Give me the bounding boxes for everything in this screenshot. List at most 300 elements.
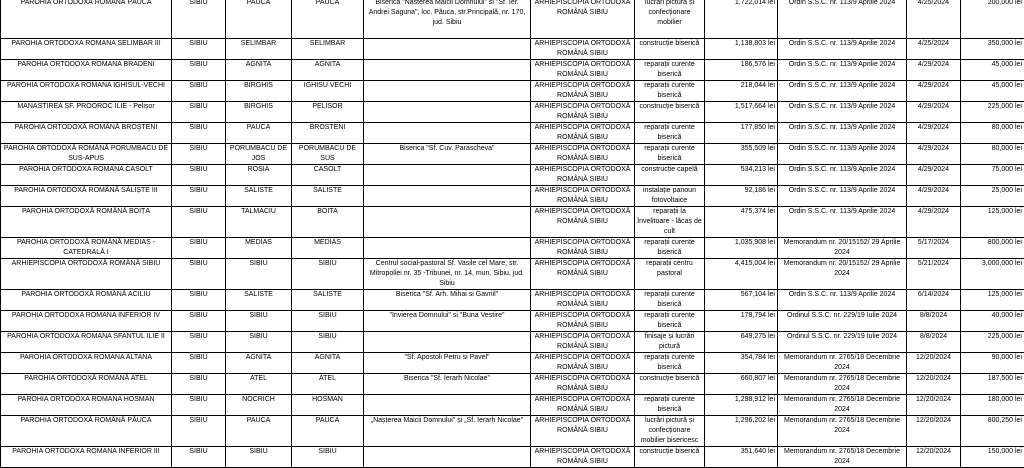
cell-text: 4/29/2024 bbox=[909, 186, 958, 196]
table-row bbox=[1, 332, 1024, 353]
beneficiary-cell bbox=[1, 259, 172, 290]
cell-text: 6/14/2024 bbox=[909, 290, 958, 300]
cell-text: instalație panouri fotovoltaice bbox=[637, 186, 702, 206]
works-cell bbox=[635, 81, 705, 102]
cell-text: reparații curente biserică bbox=[637, 123, 702, 143]
beneficiary-cell bbox=[1, 207, 172, 238]
village-cell bbox=[292, 395, 364, 416]
county-cell bbox=[172, 290, 226, 311]
cell-text: CASOLT bbox=[294, 165, 361, 175]
cell-text: SALISTE bbox=[294, 186, 361, 196]
cell-text: 351,640 lei bbox=[707, 447, 775, 457]
table-row bbox=[1, 207, 1024, 238]
cell-text: PAROHIA ORTODOXA ROMANA IGHISUL-VECHI bbox=[3, 81, 169, 91]
works-cell bbox=[635, 207, 705, 238]
cell-text: PAROHIA ORTODOXA ROMANA INFERIOR III bbox=[3, 447, 169, 457]
cell-text: ARHIEPISCOPIA ORTODOXĂ ROMÂNĂ SIBIU bbox=[533, 186, 632, 206]
table-row bbox=[1, 416, 1024, 447]
cell-text: PORUMBACU DE SUS bbox=[294, 144, 361, 164]
works-cell bbox=[635, 416, 705, 447]
cell-text: 4/25/2024 bbox=[909, 39, 958, 49]
cell-text: 1,035,908 lei bbox=[707, 238, 775, 248]
archdiocese-cell bbox=[531, 311, 635, 332]
cell-text: SIBIU bbox=[174, 311, 223, 321]
amount-cell bbox=[961, 39, 1024, 60]
cell-text: ARHIEPISCOPIA ORTODOXĂ ROMÂNĂ SIBIU bbox=[533, 238, 632, 258]
cell-text: Memorandum nr. 2765/18 Decembrie 2024 bbox=[780, 416, 904, 436]
table-row bbox=[1, 0, 1024, 39]
beneficiary-cell bbox=[1, 447, 172, 468]
archdiocese-cell bbox=[531, 447, 635, 468]
cell-text: PAROHIA ORTODOXA ROMANA SFANTUL ILIE II bbox=[3, 332, 169, 342]
cell-text: Biserica "Sf. Ierarh Nicolae" bbox=[366, 374, 528, 384]
church-name-cell bbox=[364, 311, 531, 332]
county-cell bbox=[172, 332, 226, 353]
locality-cell bbox=[226, 238, 292, 259]
county-cell bbox=[172, 144, 226, 165]
date-cell bbox=[907, 102, 961, 123]
table-row bbox=[1, 123, 1024, 144]
cell-text: PAROHIA ORTODOXA ROMANA INFERIOR IV bbox=[3, 311, 169, 321]
village-cell bbox=[292, 123, 364, 144]
cell-text: Ordin S.S.C. nr. 113/9 Aprilie 2024 bbox=[780, 102, 904, 112]
works-cell bbox=[635, 447, 705, 468]
works-cell bbox=[635, 0, 705, 39]
cell-text: 1,138,803 lei bbox=[707, 39, 775, 49]
legal-act-cell bbox=[778, 39, 907, 60]
total-value-cell bbox=[705, 311, 778, 332]
cell-text: Ordin S.S.C. nr. 113/9 Aprilie 2024 bbox=[780, 123, 904, 133]
village-cell bbox=[292, 186, 364, 207]
cell-text: 4/29/2024 bbox=[909, 60, 958, 70]
cell-text: BIRGHIS bbox=[228, 81, 289, 91]
table-row bbox=[1, 374, 1024, 395]
date-cell bbox=[907, 311, 961, 332]
cell-text: 649,275 lei bbox=[707, 332, 775, 342]
village-cell bbox=[292, 165, 364, 186]
amount-cell bbox=[961, 238, 1024, 259]
church-name-cell bbox=[364, 186, 531, 207]
cell-text: ARHIEPISCOPIA ORTODOXĂ ROMÂNĂ SIBIU bbox=[533, 395, 632, 415]
cell-text: Biserica "Sf. Cuv. Parascheva" bbox=[366, 144, 528, 154]
church-name-cell bbox=[364, 39, 531, 60]
village-cell bbox=[292, 311, 364, 332]
amount-cell bbox=[961, 259, 1024, 290]
cell-text: SIBIU bbox=[174, 207, 223, 217]
works-cell bbox=[635, 332, 705, 353]
cell-text: Ordin S.S.C. nr. 113/9 Aprilie 2024 bbox=[780, 207, 904, 217]
cell-text: SIBIU bbox=[228, 259, 289, 269]
archdiocese-cell bbox=[531, 374, 635, 395]
cell-text: BROSTENI bbox=[294, 123, 361, 133]
cell-text: 4,415,004 lei bbox=[707, 259, 775, 269]
amount-cell bbox=[961, 81, 1024, 102]
cell-text: BIRGHIS bbox=[228, 102, 289, 112]
cell-text: PAROHIA ORTODOXĂ ROMÂNĂ ACILIU bbox=[3, 290, 169, 300]
date-cell bbox=[907, 447, 961, 468]
cell-text: PAUCA bbox=[294, 0, 361, 8]
cell-text: 12/20/2024 bbox=[909, 374, 958, 384]
beneficiary-cell bbox=[1, 395, 172, 416]
cell-text: 8/8/2024 bbox=[909, 332, 958, 342]
county-cell bbox=[172, 123, 226, 144]
table-row bbox=[1, 447, 1024, 468]
archdiocese-cell bbox=[531, 290, 635, 311]
archdiocese-cell bbox=[531, 238, 635, 259]
cell-text: HOSMAN bbox=[294, 395, 361, 405]
table-row bbox=[1, 353, 1024, 374]
church-name-cell bbox=[364, 123, 531, 144]
cell-text: 75,000 lei bbox=[963, 165, 1022, 175]
amount-cell bbox=[961, 353, 1024, 374]
village-cell bbox=[292, 60, 364, 81]
legal-act-cell bbox=[778, 290, 907, 311]
cell-text: Ordin S.S.C. nr. 113/9 Aprilie 2024 bbox=[780, 144, 904, 154]
cell-text: PAROHIA ORTODOXĂ ROMÂNĂ ATEL bbox=[3, 374, 169, 384]
cell-text: AGNITA bbox=[294, 60, 361, 70]
legal-act-cell bbox=[778, 102, 907, 123]
works-cell bbox=[635, 102, 705, 123]
cell-text: Memorandum nr. 2765/18 Decembrie 2024 bbox=[780, 374, 904, 394]
works-cell bbox=[635, 144, 705, 165]
locality-cell bbox=[226, 186, 292, 207]
locality-cell bbox=[226, 416, 292, 447]
cell-text: Memorandum nr. 20/15152/ 29 Aprilie 2024 bbox=[780, 238, 904, 258]
cell-text: ARHIEPISCOPIA ORTODOXĂ ROMÂNĂ SIBIU bbox=[533, 332, 632, 352]
cell-text: 177,850 lei bbox=[707, 123, 775, 133]
archdiocese-cell bbox=[531, 0, 635, 39]
cell-text: 150,000 lei bbox=[963, 447, 1022, 457]
beneficiary-cell bbox=[1, 0, 172, 39]
beneficiary-cell bbox=[1, 123, 172, 144]
cell-text: finisaje și lucrări pictură bbox=[637, 332, 702, 352]
county-cell bbox=[172, 102, 226, 123]
cell-text: reparații la învelitoare - lăcaș de cult bbox=[637, 207, 702, 237]
church-name-cell bbox=[364, 102, 531, 123]
cell-text: 25,000 lei bbox=[963, 186, 1022, 196]
legal-act-cell bbox=[778, 60, 907, 81]
table-row bbox=[1, 311, 1024, 332]
total-value-cell bbox=[705, 39, 778, 60]
date-cell bbox=[907, 39, 961, 60]
archdiocese-cell bbox=[531, 144, 635, 165]
cell-text: reparații curente biserică bbox=[637, 353, 702, 373]
cell-text: 200,000 lei bbox=[963, 0, 1022, 8]
cell-text: SIBIU bbox=[174, 60, 223, 70]
church-name-cell bbox=[364, 332, 531, 353]
cell-text: ARHIEPISCOPIA ORTODOXĂ ROMÂNĂ SIBIU bbox=[533, 60, 632, 80]
amount-cell bbox=[961, 290, 1024, 311]
legal-act-cell bbox=[778, 332, 907, 353]
county-cell bbox=[172, 259, 226, 290]
total-value-cell bbox=[705, 447, 778, 468]
legal-act-cell bbox=[778, 353, 907, 374]
cell-text: PELISOR bbox=[294, 102, 361, 112]
cell-text: construcție biserică bbox=[637, 374, 702, 384]
cell-text: 80,000 lei bbox=[963, 123, 1022, 133]
locality-cell bbox=[226, 60, 292, 81]
village-cell bbox=[292, 102, 364, 123]
church-name-cell bbox=[364, 353, 531, 374]
total-value-cell bbox=[705, 186, 778, 207]
amount-cell bbox=[961, 311, 1024, 332]
cell-text: PAROHIA ORTODOXA ROMANA BRADENI bbox=[3, 60, 169, 70]
cell-text: ATEL bbox=[228, 374, 289, 384]
cell-text: 567,104 lei bbox=[707, 290, 775, 300]
cell-text: lucrări pictură și confecționare mobilier bbox=[637, 0, 702, 28]
locality-cell bbox=[226, 259, 292, 290]
legal-act-cell bbox=[778, 123, 907, 144]
cell-text: 186,576 lei bbox=[707, 60, 775, 70]
county-cell bbox=[172, 81, 226, 102]
cell-text: SIBIU bbox=[174, 332, 223, 342]
church-name-cell bbox=[364, 81, 531, 102]
archdiocese-cell bbox=[531, 332, 635, 353]
date-cell bbox=[907, 374, 961, 395]
village-cell bbox=[292, 0, 364, 39]
amount-cell bbox=[961, 165, 1024, 186]
cell-text: 80,000 lei bbox=[963, 144, 1022, 154]
total-value-cell bbox=[705, 123, 778, 144]
cell-text: construcție biserică bbox=[637, 102, 702, 112]
beneficiary-cell bbox=[1, 60, 172, 81]
legal-act-cell bbox=[778, 207, 907, 238]
beneficiary-cell bbox=[1, 238, 172, 259]
cell-text: ARHIEPISCOPIA ORTODOXĂ ROMÂNĂ SIBIU bbox=[533, 374, 632, 394]
total-value-cell bbox=[705, 238, 778, 259]
date-cell bbox=[907, 238, 961, 259]
cell-text: TALMACIU bbox=[228, 207, 289, 217]
date-cell bbox=[907, 123, 961, 144]
beneficiary-cell bbox=[1, 311, 172, 332]
cell-text: ARHIEPISCOPIA ORTODOXĂ ROMÂNĂ SIBIU bbox=[533, 123, 632, 143]
total-value-cell bbox=[705, 0, 778, 39]
total-value-cell bbox=[705, 374, 778, 395]
cell-text: SELIMBAR bbox=[294, 39, 361, 49]
cell-text: Memorandum nr. 2765/18 Decembrie 2024 bbox=[780, 395, 904, 415]
cell-text: SIBIU bbox=[294, 259, 361, 269]
cell-text: PAUCA bbox=[294, 416, 361, 426]
works-cell bbox=[635, 290, 705, 311]
cell-text: NOCRICH bbox=[228, 395, 289, 405]
village-cell bbox=[292, 39, 364, 60]
works-cell bbox=[635, 374, 705, 395]
archdiocese-cell bbox=[531, 353, 635, 374]
table-row bbox=[1, 144, 1024, 165]
cell-text: 1,298,912 lei bbox=[707, 395, 775, 405]
table-row bbox=[1, 238, 1024, 259]
cell-text: reparații curente biserică bbox=[637, 81, 702, 101]
date-cell bbox=[907, 259, 961, 290]
archdiocese-cell bbox=[531, 60, 635, 81]
cell-text: ARHIEPISCOPIA ORTODOXĂ ROMÂNĂ SIBIU bbox=[533, 259, 632, 279]
cell-text: 40,000 lei bbox=[963, 311, 1022, 321]
cell-text: reparații curente biserică bbox=[637, 311, 702, 331]
cell-text: 350,000 lei bbox=[963, 39, 1022, 49]
cell-text: PAUCA bbox=[228, 123, 289, 133]
church-name-cell bbox=[364, 416, 531, 447]
legal-act-cell bbox=[778, 416, 907, 447]
cell-text: MEDIAS bbox=[294, 238, 361, 248]
archdiocese-cell bbox=[531, 207, 635, 238]
locality-cell bbox=[226, 102, 292, 123]
works-cell bbox=[635, 186, 705, 207]
works-cell bbox=[635, 353, 705, 374]
cell-text: MANASTIREA SF. PROOROC ILIE - Pelișor bbox=[3, 102, 169, 112]
cell-text: SIBIU bbox=[294, 311, 361, 321]
county-cell bbox=[172, 207, 226, 238]
village-cell bbox=[292, 374, 364, 395]
amount-cell bbox=[961, 102, 1024, 123]
cell-text: SIBIU bbox=[228, 332, 289, 342]
cell-text: Memorandum nr. 20/15152/ 29 Aprilie 2024 bbox=[780, 259, 904, 279]
legal-act-cell bbox=[778, 186, 907, 207]
cell-text: 3,000,000 lei bbox=[963, 259, 1022, 269]
cell-text: PORUMBACU DE JOS bbox=[228, 144, 289, 164]
date-cell bbox=[907, 144, 961, 165]
total-value-cell bbox=[705, 207, 778, 238]
cell-text: 660,807 lei bbox=[707, 374, 775, 384]
table-row bbox=[1, 395, 1024, 416]
cell-text: PAROHIA ORTODOXĂ ROMÂNĂ BROȘTENI bbox=[3, 123, 169, 133]
total-value-cell bbox=[705, 353, 778, 374]
county-cell bbox=[172, 311, 226, 332]
locality-cell bbox=[226, 39, 292, 60]
cell-text: SELIMBAR bbox=[228, 39, 289, 49]
cell-text: 800,000 lei bbox=[963, 238, 1022, 248]
church-name-cell bbox=[364, 395, 531, 416]
cell-text: PAROHIA ORTODOXĂ ROMÂNĂ PĂUCA bbox=[3, 0, 169, 8]
works-cell bbox=[635, 123, 705, 144]
cell-text: 92,186 lei bbox=[707, 186, 775, 196]
cell-text: Biserica "Sf. Arh. Mihai si Gavriil" bbox=[366, 290, 528, 300]
total-value-cell bbox=[705, 259, 778, 290]
amount-cell bbox=[961, 374, 1024, 395]
date-cell bbox=[907, 416, 961, 447]
cell-text: 4/29/2024 bbox=[909, 81, 958, 91]
cell-text: reparații curente biserică bbox=[637, 238, 702, 258]
date-cell bbox=[907, 60, 961, 81]
total-value-cell bbox=[705, 395, 778, 416]
cell-text: 180,000 lei bbox=[963, 395, 1022, 405]
cell-text: "Sf. Apostoli Petru si Pavel" bbox=[366, 353, 528, 363]
locality-cell bbox=[226, 353, 292, 374]
cell-text: Ordin S.S.C. nr. 113/9 Aprilie 2024 bbox=[780, 290, 904, 300]
cell-text: SIBIU bbox=[174, 290, 223, 300]
amount-cell bbox=[961, 144, 1024, 165]
table-row bbox=[1, 186, 1024, 207]
cell-text: 4/29/2024 bbox=[909, 144, 958, 154]
cell-text: IGHISU VECHI bbox=[294, 81, 361, 91]
works-cell bbox=[635, 165, 705, 186]
county-cell bbox=[172, 0, 226, 39]
cell-text: SIBIU bbox=[174, 259, 223, 269]
cell-text: 45,000 lei bbox=[963, 60, 1022, 70]
cell-text: SALISTE bbox=[228, 290, 289, 300]
locality-cell bbox=[226, 207, 292, 238]
cell-text: "Invierea Domnului" si "Buna Vestire" bbox=[366, 311, 528, 321]
cell-text: PAROHIA ORTODOXĂ ROMÂNĂ MEDIAS - CATEDRALĂ I bbox=[3, 238, 169, 258]
cell-text: SALISTE bbox=[228, 186, 289, 196]
cell-text: ARHIEPISCOPIA ORTODOXĂ ROMÂNĂ SIBIU bbox=[533, 416, 632, 436]
legal-act-cell bbox=[778, 259, 907, 290]
cell-text: 187,500 lei bbox=[963, 374, 1022, 384]
cell-text: ROSIA bbox=[228, 165, 289, 175]
amount-cell bbox=[961, 207, 1024, 238]
amount-cell bbox=[961, 332, 1024, 353]
archdiocese-cell bbox=[531, 165, 635, 186]
works-cell bbox=[635, 238, 705, 259]
cell-text: MEDIAS bbox=[228, 238, 289, 248]
archdiocese-cell bbox=[531, 416, 635, 447]
cell-text: 800,250 lei bbox=[963, 416, 1022, 426]
cell-text: Ordin S.S.C. nr. 113/9 Aprilie 2024 bbox=[780, 165, 904, 175]
total-value-cell bbox=[705, 81, 778, 102]
cell-text: Ordinul S.S.C. nr. 229/19 Iulie 2024 bbox=[780, 311, 904, 321]
beneficiary-cell bbox=[1, 102, 172, 123]
locality-cell bbox=[226, 395, 292, 416]
beneficiary-cell bbox=[1, 290, 172, 311]
table-row bbox=[1, 102, 1024, 123]
cell-text: 355,509 lei bbox=[707, 144, 775, 154]
total-value-cell bbox=[705, 102, 778, 123]
cell-text: Ordin S.S.C. nr. 113/9 Aprilie 2024 bbox=[780, 60, 904, 70]
total-value-cell bbox=[705, 416, 778, 447]
beneficiary-cell bbox=[1, 165, 172, 186]
archdiocese-cell bbox=[531, 81, 635, 102]
works-cell bbox=[635, 259, 705, 290]
county-cell bbox=[172, 447, 226, 468]
cell-text: SIBIU bbox=[294, 332, 361, 342]
cell-text: reparații curente biserică bbox=[637, 60, 702, 80]
cell-text: SIBIU bbox=[174, 0, 223, 8]
church-name-cell bbox=[364, 374, 531, 395]
cell-text: AGNITA bbox=[228, 60, 289, 70]
date-cell bbox=[907, 186, 961, 207]
locality-cell bbox=[226, 290, 292, 311]
legal-act-cell bbox=[778, 447, 907, 468]
locality-cell bbox=[226, 311, 292, 332]
cell-text: ARHIEPISCOPIA ORTODOXĂ ROMÂNĂ SIBIU bbox=[533, 311, 632, 331]
table-row bbox=[1, 81, 1024, 102]
village-cell bbox=[292, 290, 364, 311]
cell-text: SIBIU bbox=[174, 447, 223, 457]
amount-cell bbox=[961, 123, 1024, 144]
cell-text: reparații curente biserică bbox=[637, 395, 702, 415]
cell-text: PAROHIA ORTODOXA ROMANA HOSMAN bbox=[3, 395, 169, 405]
cell-text: Ordin S.S.C. nr. 113/9 Aprilie 2024 bbox=[780, 81, 904, 91]
county-cell bbox=[172, 416, 226, 447]
cell-text: ARHIEPISCOPIA ORTODOXĂ ROMÂNĂ SIBIU bbox=[533, 353, 632, 373]
legal-act-cell bbox=[778, 311, 907, 332]
cell-text: PAROHIA ORTODOXĂ ROMÂNĂ BOIȚA bbox=[3, 207, 169, 217]
cell-text: PAROHIA ORTODOXĂ ROMÂNĂ SĂLIȘTE III bbox=[3, 186, 169, 196]
cell-text: Centrul social-pastoral Sf. Vasile cel Mare, str. Mitropoliei nr. 35 -Tribunei, nr. 14, mun. Sibiu, jud. Sibiu bbox=[366, 259, 528, 289]
church-name-cell bbox=[364, 259, 531, 290]
county-cell bbox=[172, 186, 226, 207]
works-cell bbox=[635, 60, 705, 81]
cell-text: SIBIU bbox=[174, 395, 223, 405]
cell-text: Ordin S.S.C. nr. 113/9 Aprilie 2024 bbox=[780, 0, 904, 8]
cell-text: SIBIU bbox=[174, 374, 223, 384]
cell-text: 90,000 lei bbox=[963, 353, 1022, 363]
county-cell bbox=[172, 395, 226, 416]
cell-text: SIBIU bbox=[174, 39, 223, 49]
works-cell bbox=[635, 395, 705, 416]
county-cell bbox=[172, 353, 226, 374]
archdiocese-cell bbox=[531, 102, 635, 123]
locality-cell bbox=[226, 123, 292, 144]
